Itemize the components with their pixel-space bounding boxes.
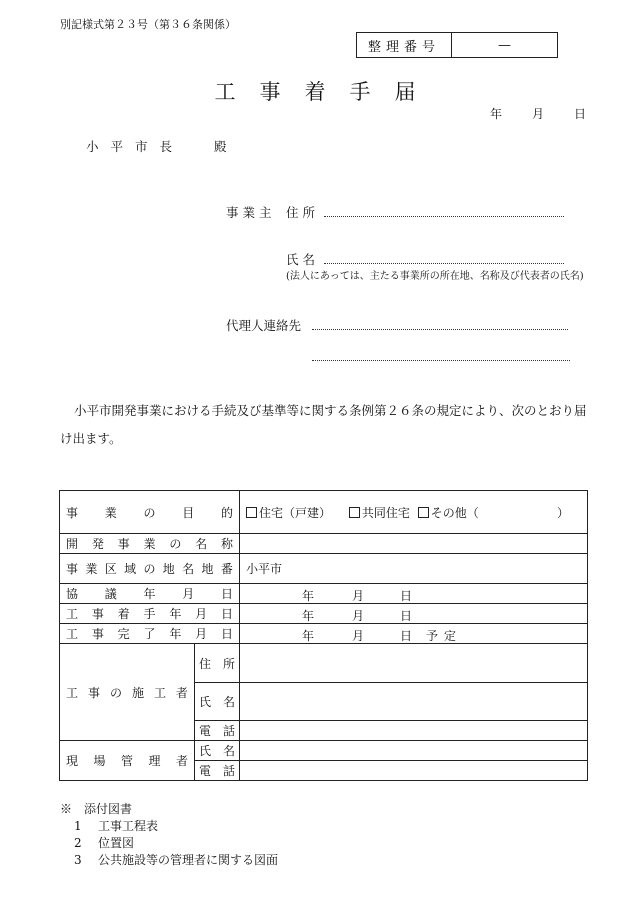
label-char: 区 bbox=[104, 562, 117, 576]
contractor-name-label-cell bbox=[195, 683, 240, 721]
label-char: 日 bbox=[220, 627, 233, 641]
start-month: 月 bbox=[352, 609, 365, 623]
label-char: 完 bbox=[117, 627, 130, 641]
attachment-number: 2 bbox=[74, 836, 82, 850]
attachment-number: 3 bbox=[74, 853, 82, 867]
contractor-name-field[interactable] bbox=[240, 683, 588, 721]
option-other[interactable] bbox=[418, 506, 479, 520]
label-char: 場 bbox=[93, 754, 106, 768]
applicant-name-label: 氏名 bbox=[286, 252, 320, 267]
contractor-label-cell bbox=[60, 644, 195, 741]
checkbox-icon[interactable] bbox=[246, 507, 257, 518]
label-char: 名 bbox=[195, 537, 208, 551]
manager-name-label bbox=[199, 742, 235, 759]
label-char: 現 bbox=[66, 754, 79, 768]
contractor-name-label bbox=[199, 693, 235, 710]
contractor-address-label bbox=[199, 655, 235, 672]
option-detached-house[interactable] bbox=[246, 506, 331, 520]
label-char: 業 bbox=[143, 537, 156, 551]
applicant-name-field[interactable] bbox=[324, 263, 564, 264]
complete-year: 年 bbox=[302, 629, 315, 643]
label-char: 電 bbox=[199, 724, 212, 738]
table-row bbox=[60, 584, 588, 604]
date-year: 年 bbox=[489, 107, 502, 121]
complete-day: 日 bbox=[400, 629, 413, 643]
label-char: 域 bbox=[124, 562, 137, 576]
start-day: 日 bbox=[400, 609, 413, 623]
label-char: 住 bbox=[199, 656, 212, 671]
purpose-label-cell bbox=[60, 491, 240, 534]
label-char: 着 bbox=[117, 607, 130, 621]
label-char: 工 bbox=[66, 685, 79, 700]
contractor-phone-field[interactable] bbox=[240, 721, 588, 741]
attachments bbox=[60, 801, 278, 869]
label-char: 業 bbox=[104, 505, 117, 520]
reference-number-box bbox=[356, 32, 558, 58]
submission-date[interactable] bbox=[468, 105, 586, 122]
consult-date-label bbox=[66, 585, 233, 602]
addressee bbox=[86, 137, 227, 155]
label-char: の bbox=[143, 562, 156, 576]
start-date-label-cell bbox=[60, 604, 240, 624]
manager-name-label-cell bbox=[195, 741, 240, 761]
label-char: 発 bbox=[91, 537, 104, 551]
lot-label bbox=[66, 560, 233, 577]
label-char: 開 bbox=[66, 537, 79, 551]
lot-field[interactable] bbox=[240, 554, 588, 584]
manager-phone-field[interactable] bbox=[240, 761, 588, 781]
label-char: 日 bbox=[220, 587, 233, 601]
purpose-options bbox=[240, 491, 588, 534]
attachment-label: 公共施設等の管理者に関する図面 bbox=[98, 853, 279, 867]
label-char: の bbox=[143, 505, 156, 520]
label-char: 理 bbox=[148, 754, 161, 768]
label-char: 日 bbox=[220, 607, 233, 621]
label-char: 名 bbox=[222, 695, 235, 709]
label-char: 所 bbox=[222, 656, 235, 671]
label-char: 月 bbox=[182, 587, 195, 601]
checkbox-icon[interactable] bbox=[418, 507, 429, 518]
attachment-label: 位置図 bbox=[98, 836, 135, 850]
label-char: 了 bbox=[143, 627, 156, 641]
contractor-address-label-cell bbox=[195, 644, 240, 683]
option-apartment-label: 共同住宅 bbox=[361, 505, 410, 520]
label-char: 話 bbox=[222, 764, 235, 778]
label-char: 工 bbox=[66, 627, 79, 641]
purpose-label bbox=[66, 504, 233, 521]
label-char: 地 bbox=[201, 562, 214, 576]
label-char: 施 bbox=[131, 685, 144, 700]
manager-phone-label-cell bbox=[195, 761, 240, 781]
label-char: 地 bbox=[162, 562, 175, 576]
label-char: 事 bbox=[66, 505, 79, 520]
label-char: 電 bbox=[199, 764, 212, 778]
label-char: 年 bbox=[143, 587, 156, 601]
label-char: 氏 bbox=[199, 695, 212, 709]
attachment-number: 1 bbox=[74, 819, 82, 833]
label-char: 番 bbox=[220, 562, 233, 576]
manager-name-field[interactable] bbox=[240, 741, 588, 761]
manager-label bbox=[66, 752, 188, 769]
reference-number-field[interactable]: — bbox=[498, 37, 511, 53]
reference-number-label: 整理番号 bbox=[357, 33, 452, 57]
label-char: 月 bbox=[195, 627, 208, 641]
start-date-field[interactable] bbox=[240, 604, 588, 624]
label-char: 的 bbox=[220, 505, 233, 520]
details-table bbox=[59, 490, 588, 781]
label-char: 年 bbox=[169, 607, 182, 621]
label-char: の bbox=[109, 685, 122, 700]
table-row bbox=[60, 624, 588, 644]
consult-month: 月 bbox=[352, 589, 365, 603]
label-char: 管 bbox=[120, 754, 133, 768]
label-char: 事 bbox=[117, 537, 130, 551]
form-number-label: 別記様式第２３号（第３６条関係） bbox=[60, 18, 236, 31]
lot-value: 小平市 bbox=[246, 562, 283, 576]
list-item bbox=[60, 818, 278, 835]
option-detached-house-label: 住宅（戸建） bbox=[259, 505, 332, 520]
lot-label-cell bbox=[60, 554, 240, 584]
label-char: 月 bbox=[195, 607, 208, 621]
table-row bbox=[60, 534, 588, 554]
label-char: 名 bbox=[222, 744, 235, 758]
label-char: 者 bbox=[175, 754, 188, 768]
body-text: 小平市開発事業における手続及び基準等に関する条例第２６条の規定により、次のとおり届け出ます。 bbox=[60, 403, 587, 446]
attachment-label: 工事工程表 bbox=[98, 819, 159, 833]
table-row bbox=[60, 554, 588, 584]
applicant-address-label: 住所 bbox=[286, 205, 320, 220]
applicant-address-field[interactable] bbox=[324, 216, 564, 217]
label-char: の bbox=[169, 537, 182, 551]
list-item bbox=[60, 852, 278, 869]
label-char: 協 bbox=[66, 587, 79, 601]
checkbox-icon[interactable] bbox=[349, 507, 360, 518]
contractor-address-field[interactable] bbox=[240, 644, 588, 683]
label-char: 名 bbox=[182, 562, 195, 576]
label-char: 工 bbox=[153, 685, 166, 700]
contractor-label bbox=[66, 684, 188, 701]
table-row bbox=[60, 644, 588, 683]
consult-date-field[interactable] bbox=[240, 584, 588, 604]
label-char: 者 bbox=[175, 685, 188, 700]
table-row bbox=[60, 741, 588, 761]
option-other-close: ） bbox=[556, 505, 569, 520]
project-name-label bbox=[66, 535, 233, 552]
table-row bbox=[60, 491, 588, 534]
option-apartment[interactable] bbox=[349, 506, 410, 520]
label-char: 目 bbox=[182, 505, 195, 520]
label-char: 事 bbox=[66, 562, 79, 576]
attachments-heading: ※ 添付図書 bbox=[60, 802, 133, 816]
contractor-phone-label-cell bbox=[195, 721, 240, 741]
label-char: 議 bbox=[104, 587, 117, 601]
complete-date-label-cell bbox=[60, 624, 240, 644]
manager-phone-label bbox=[199, 762, 235, 779]
applicant-name-note: (法人にあっては、主たる事業所の所在地、名称及び代表者の氏名) bbox=[286, 271, 584, 282]
date-day: 日 bbox=[573, 107, 586, 121]
label-char: 工 bbox=[66, 607, 79, 621]
addressee-name: 小平市長 bbox=[86, 139, 185, 154]
start-date-label bbox=[66, 605, 233, 622]
complete-date-label bbox=[66, 625, 233, 642]
label-char: 称 bbox=[220, 537, 233, 551]
label-char: 業 bbox=[85, 562, 98, 576]
agent-contact-label: 代理人連絡先 bbox=[226, 318, 302, 333]
complete-date-field[interactable] bbox=[240, 624, 588, 644]
label-char: 事 bbox=[91, 607, 104, 621]
project-name-label-cell bbox=[60, 534, 240, 554]
consult-date-label-cell bbox=[60, 584, 240, 604]
agent-contact-field-1[interactable] bbox=[312, 329, 568, 330]
applicant-label: 事業主 bbox=[226, 205, 276, 220]
label-char: 氏 bbox=[199, 744, 212, 758]
addressee-honorific: 殿 bbox=[214, 139, 227, 154]
contractor-phone-label bbox=[199, 722, 235, 739]
consult-day: 日 bbox=[400, 589, 413, 603]
project-name-field[interactable] bbox=[240, 534, 588, 554]
label-char: 事 bbox=[87, 685, 100, 700]
list-item bbox=[60, 835, 278, 852]
agent-contact-field-2[interactable] bbox=[312, 360, 570, 361]
label-char: 手 bbox=[143, 607, 156, 621]
date-month: 月 bbox=[531, 107, 544, 121]
consult-year: 年 bbox=[302, 589, 315, 603]
label-char: 話 bbox=[222, 724, 235, 738]
start-year: 年 bbox=[302, 609, 315, 623]
page-title: 工事着手届 bbox=[214, 80, 440, 104]
manager-label-cell bbox=[60, 741, 195, 781]
label-char: 年 bbox=[169, 627, 182, 641]
option-other-label: その他（ bbox=[430, 505, 479, 520]
complete-planned: 予定 bbox=[426, 629, 463, 643]
table-row bbox=[60, 604, 588, 624]
complete-month: 月 bbox=[352, 629, 365, 643]
label-char: 事 bbox=[91, 627, 104, 641]
